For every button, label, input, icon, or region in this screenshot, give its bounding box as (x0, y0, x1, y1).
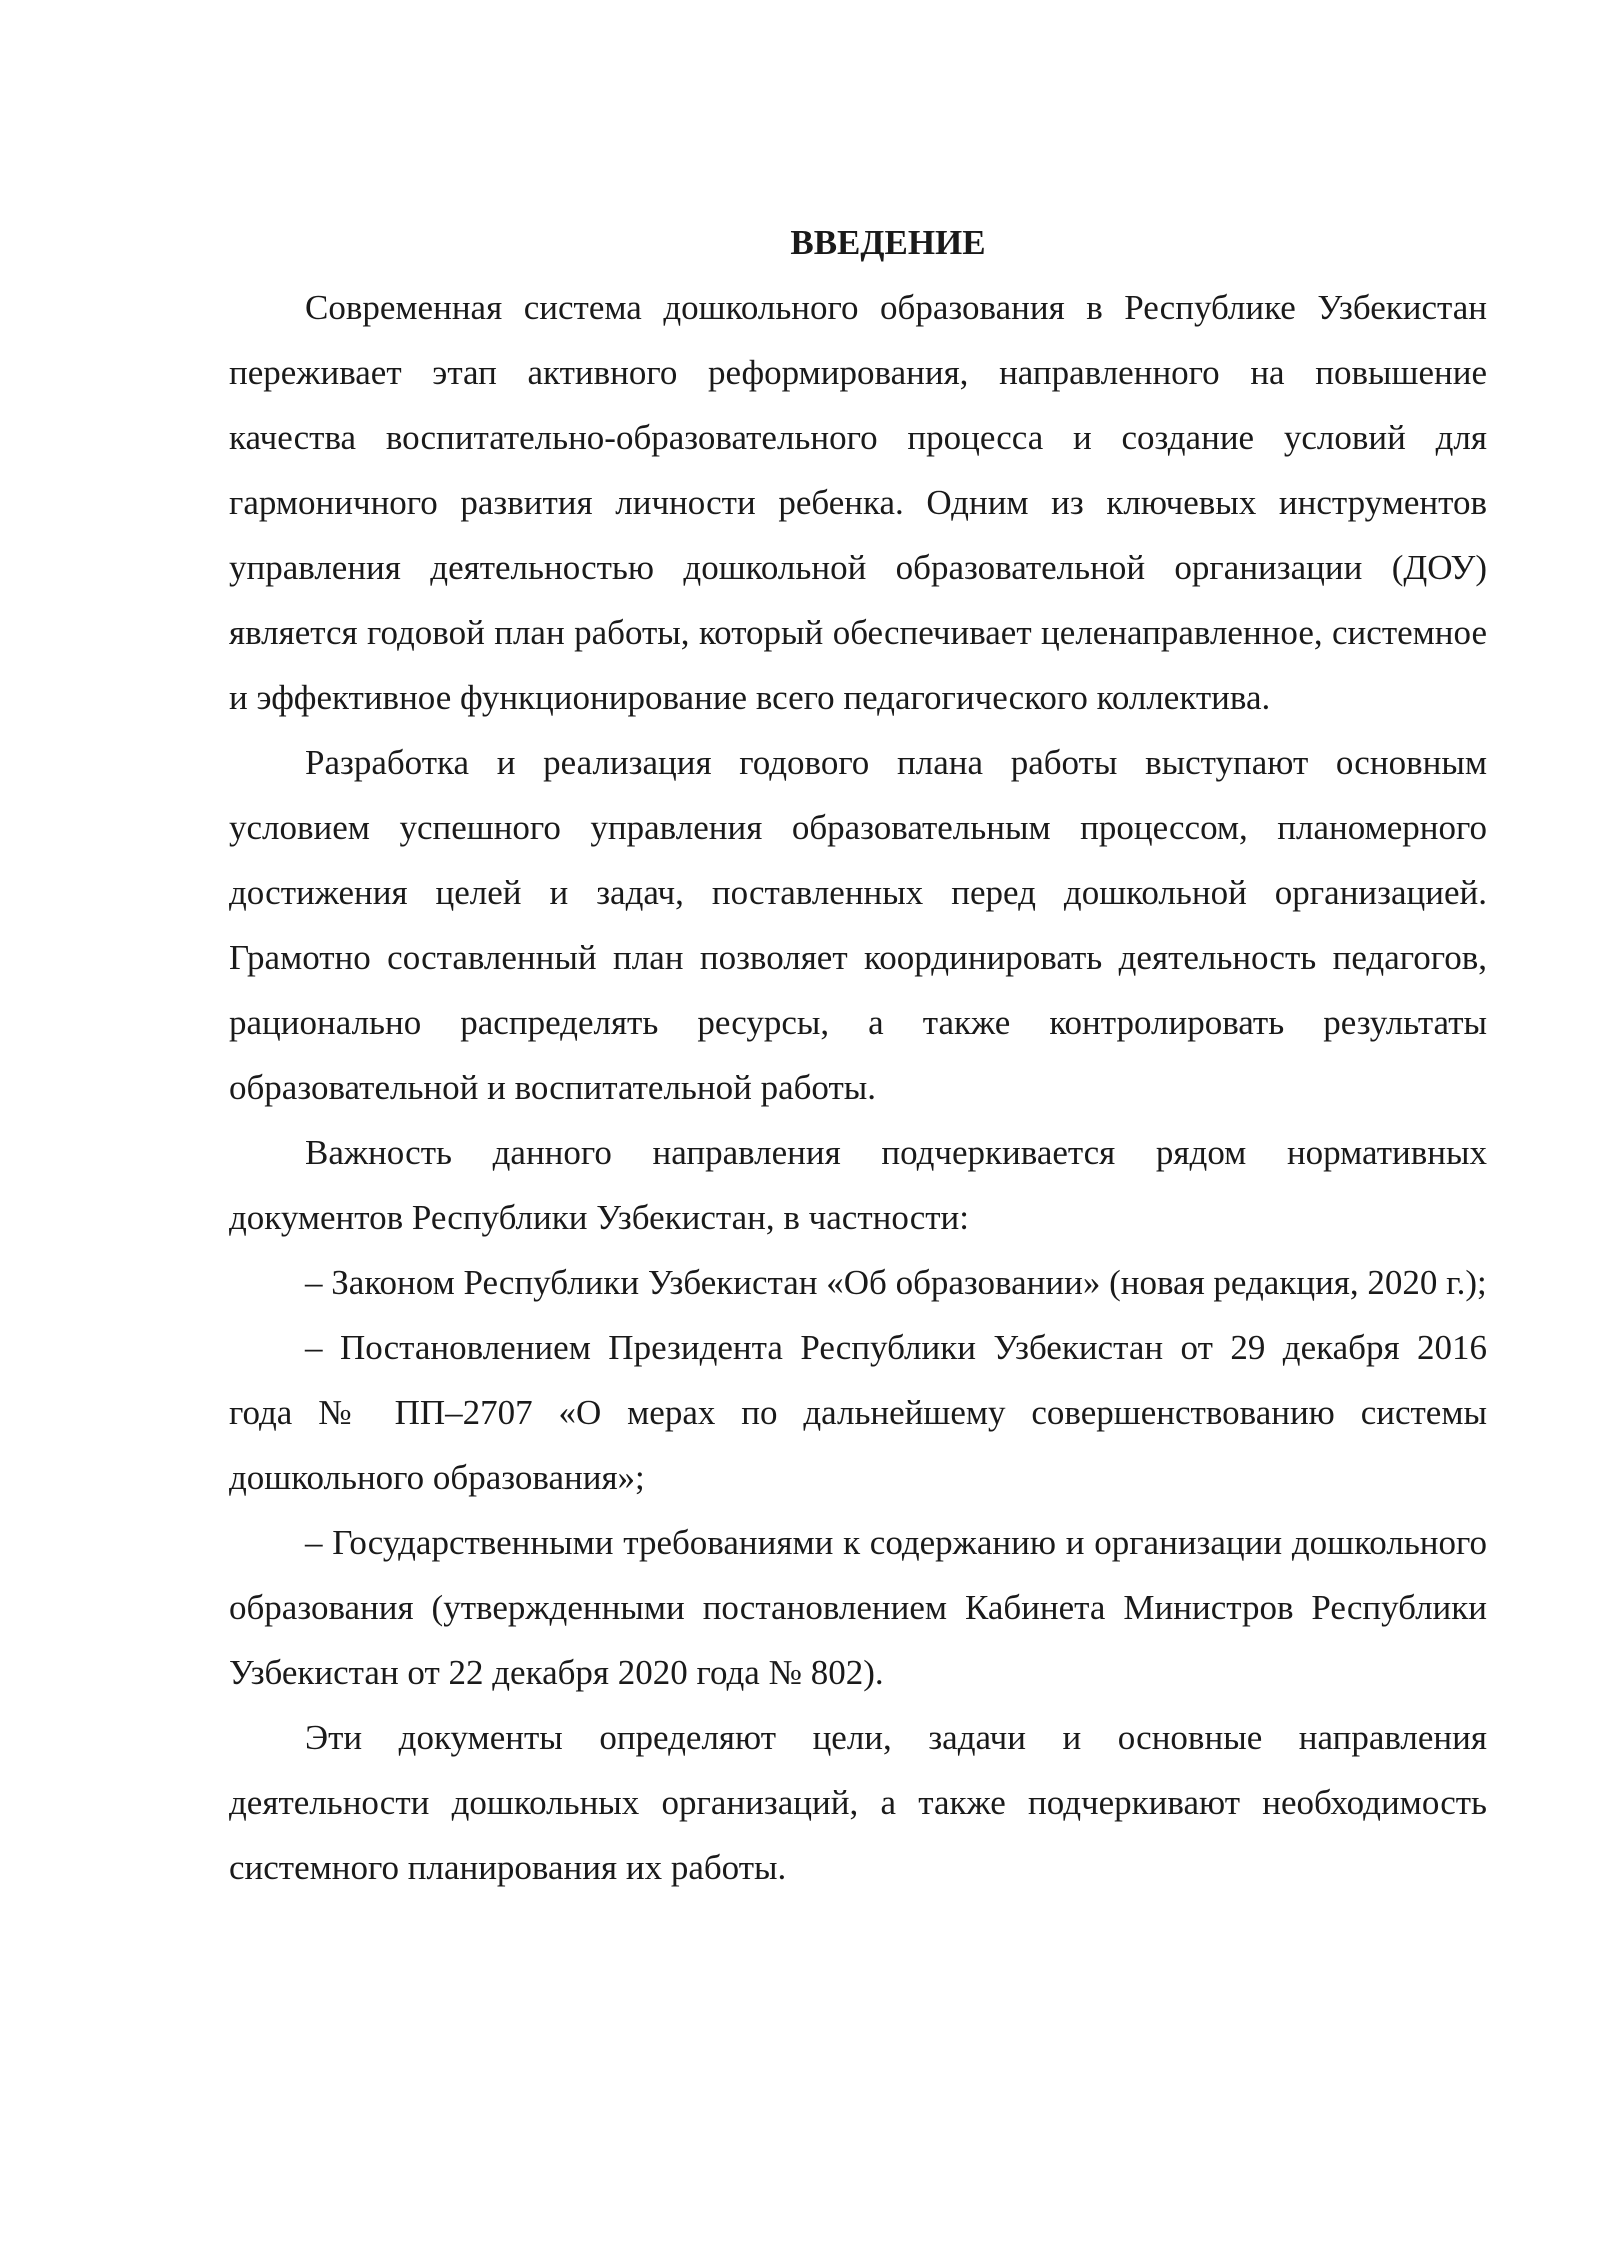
paragraph-intro: Современная система дошкольного образования в Республике Узбекистан переживает этап активного реформирования, направленного на повышение качества воспитательно-образовательного процесса и создание условий для гармоничного развития личности ребенка. Одним из ключевых инструментов управления деятельностью дошкольной образовательной организации (ДОУ) является годовой план работы, который обеспечивает целенаправленное, системное и эффективное функционирование всего педагогического коллектива. (229, 288, 1487, 717)
list-item-requirements: – Государственными требованиями к содержанию и организации дошкольного образования (утвержденными постановлением Кабинета Министров Республики Узбекистан от 22 декабря 2020 года № 802). (229, 1523, 1487, 1692)
document-body (229, 210, 1487, 1900)
list-item-resolution: – Постановлением Президента Республики Узбекистан от 29 декабря 2016 года № ПП–2707 «О мерах по дальнейшему совершенствованию системы дошкольного образования»; (229, 1328, 1487, 1497)
paragraph-plan: Разработка и реализация годового плана работы выступают основным условием успешного управления образовательным процессом, планомерного достижения целей и задач, поставленных перед дошкольной организацией. Грамотно составленный план позволяет координировать деятельность педагогов, рационально распределять ресурсы, а также контролировать результаты образовательной и воспитательной работы. (229, 743, 1487, 1107)
paragraph-conclusion: Эти документы определяют цели, задачи и основные направления деятельности дошкольных организаций, а также подчеркивают необходимость системного планирования их работы. (229, 1718, 1487, 1887)
list-item-law: – Законом Республики Узбекистан «Об образовании» (новая редакция, 2020 г.); (305, 1263, 1487, 1302)
paragraph-importance: Важность данного направления подчеркивается рядом нормативных документов Республики Узбекистан, в частности: (229, 1133, 1487, 1237)
section-title: ВВЕДЕНИЕ (790, 223, 986, 262)
